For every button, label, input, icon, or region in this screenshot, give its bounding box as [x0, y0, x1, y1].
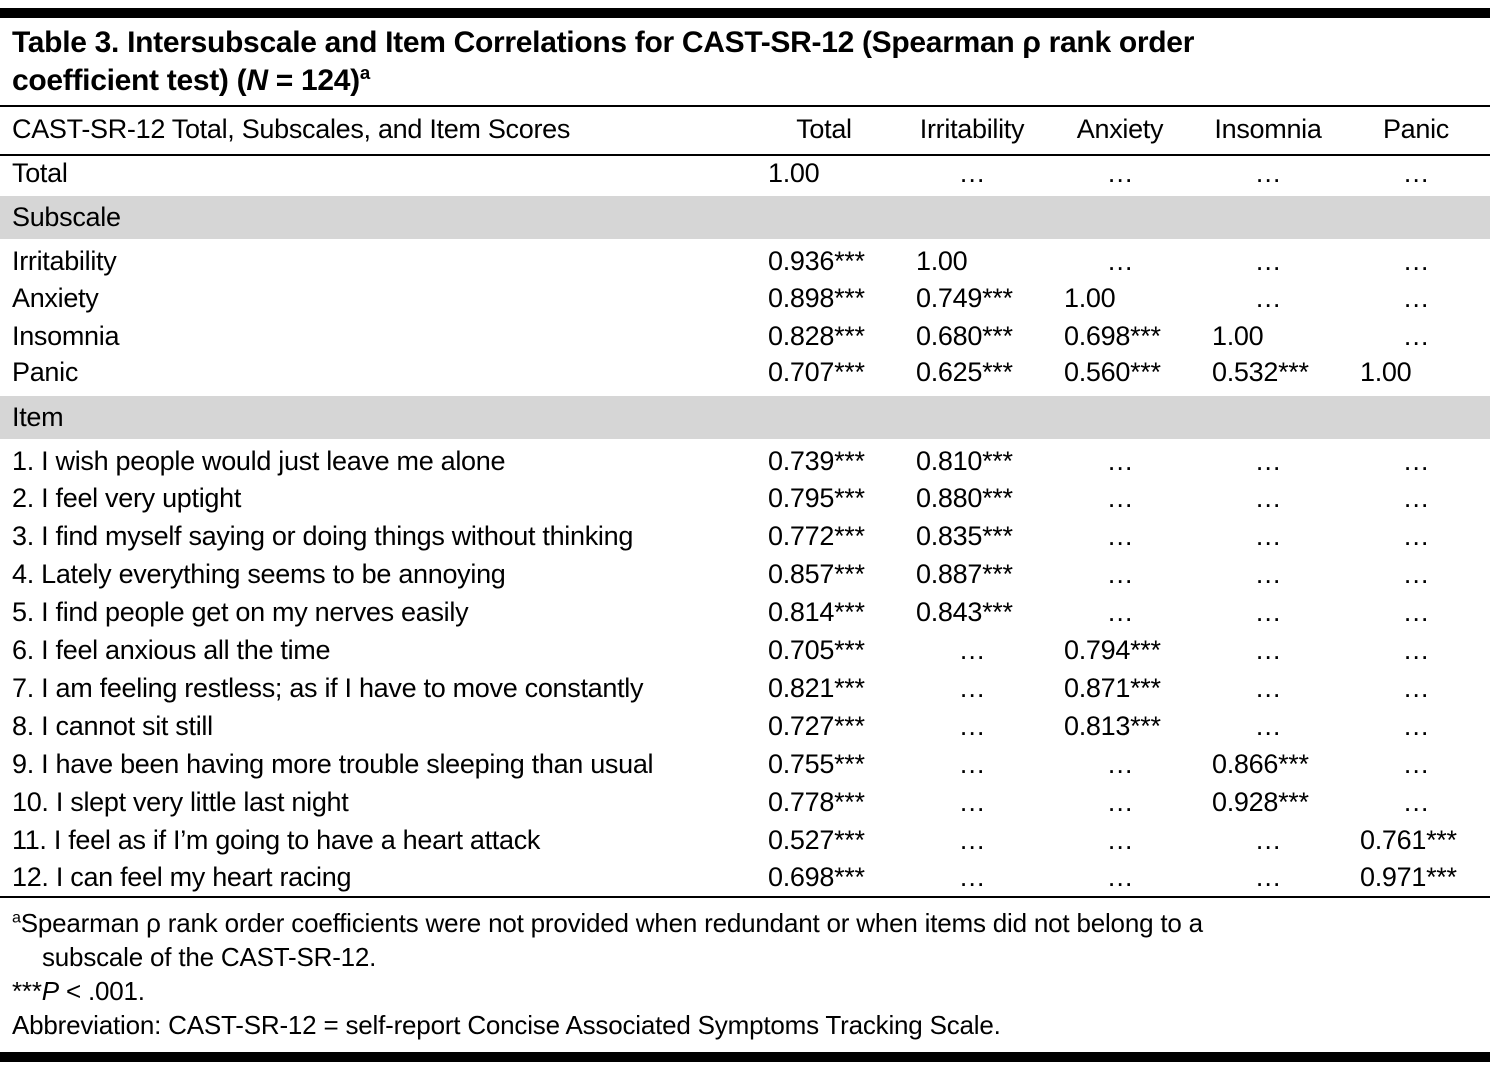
not-provided-cell: …: [1254, 245, 1282, 276]
table-row: [0, 241, 1490, 279]
table-title: [0, 18, 1490, 105]
stub-column-header: CAST-SR-12 Total, Subscales, and Item Scores: [0, 106, 750, 155]
not-provided-cell: …: [1254, 520, 1282, 551]
table-row: [0, 155, 1490, 193]
correlation-cell: 0.727***: [768, 710, 865, 741]
section-header-label: Item: [0, 393, 1490, 441]
row-label: Panic: [12, 357, 79, 388]
footnote-a-line-1: [12, 906, 1476, 940]
not-provided-cell: …: [958, 634, 986, 665]
not-provided-cell: …: [958, 862, 986, 892]
correlation-cell: 1.00: [1360, 357, 1412, 388]
not-provided-cell: …: [958, 748, 986, 779]
column-header: Insomnia: [1194, 106, 1342, 155]
not-provided-cell: …: [1402, 710, 1430, 741]
correlation-cell: 0.866***: [1212, 748, 1309, 779]
pvalue-symbol: P: [41, 976, 59, 1006]
row-label: 9. I have been having more trouble sleeping than usual: [12, 748, 654, 779]
not-provided-cell: …: [1106, 520, 1134, 551]
row-label: 3. I find myself saying or doing things without thinking: [12, 520, 634, 551]
not-provided-cell: …: [1106, 245, 1134, 276]
correlation-cell: 0.898***: [768, 282, 865, 313]
footnote-pvalue: [12, 974, 1476, 1008]
section-header-row: [0, 193, 1490, 241]
correlation-cell: 0.871***: [1064, 672, 1161, 703]
not-provided-cell: …: [1402, 445, 1430, 476]
title-line-1: [12, 24, 1476, 62]
not-provided-cell: …: [958, 672, 986, 703]
not-provided-cell: …: [1106, 445, 1134, 476]
not-provided-cell: …: [1106, 482, 1134, 513]
correlation-cell: 0.936***: [768, 245, 865, 276]
correlation-cell: 0.794***: [1064, 634, 1161, 665]
not-provided-cell: …: [958, 157, 986, 188]
title-n-symbol: N: [246, 64, 268, 97]
not-provided-cell: …: [1254, 710, 1282, 741]
correlation-cell: 0.705***: [768, 634, 865, 665]
row-label: 6. I feel anxious all the time: [12, 634, 331, 665]
not-provided-cell: …: [1254, 482, 1282, 513]
correlation-cell: 1.00: [916, 245, 968, 276]
row-label: 5. I find people get on my nerves easily: [12, 596, 469, 627]
correlation-cell: 0.857***: [768, 558, 865, 589]
not-provided-cell: …: [1254, 558, 1282, 589]
correlation-cell: 0.887***: [916, 558, 1013, 589]
column-header: Panic: [1342, 106, 1490, 155]
row-label: 10. I slept very little last night: [12, 786, 349, 817]
footnote-a-marker: a: [12, 908, 21, 927]
not-provided-cell: …: [1402, 320, 1430, 351]
correlation-cell: 0.971***: [1360, 862, 1457, 892]
correlation-cell: 0.821***: [768, 672, 865, 703]
table-row: [0, 669, 1490, 707]
row-label: 12. I can feel my heart racing: [12, 862, 352, 892]
correlation-cell: 0.755***: [768, 748, 865, 779]
table-row: [0, 441, 1490, 479]
title-line-2: [12, 62, 1476, 100]
table-body: [0, 155, 1490, 897]
table-row: [0, 745, 1490, 783]
table-row: [0, 707, 1490, 745]
not-provided-cell: …: [1402, 634, 1430, 665]
correlation-cell: 0.749***: [916, 282, 1013, 313]
bottom-rule: [0, 1052, 1490, 1062]
correlation-cell: 0.814***: [768, 596, 865, 627]
column-header: Total: [750, 106, 898, 155]
correlation-cell: 0.813***: [1064, 710, 1161, 741]
section-header-label: Subscale: [0, 193, 1490, 241]
column-header: Anxiety: [1046, 106, 1194, 155]
section-header-row: [0, 393, 1490, 441]
not-provided-cell: …: [1254, 596, 1282, 627]
table-row: [0, 593, 1490, 631]
table-header-row: [0, 106, 1490, 155]
correlation-cell: 0.625***: [916, 357, 1013, 388]
correlation-cell: 0.761***: [1360, 824, 1457, 855]
row-label: 7. I am feeling restless; as if I have to move constantly: [12, 672, 644, 703]
not-provided-cell: …: [1402, 672, 1430, 703]
not-provided-cell: …: [1254, 445, 1282, 476]
correlation-cell: 0.739***: [768, 445, 865, 476]
footnote-a: [12, 906, 1476, 974]
correlation-cell: 0.795***: [768, 482, 865, 513]
table-row: [0, 555, 1490, 593]
not-provided-cell: …: [1106, 157, 1134, 188]
table-row: [0, 279, 1490, 317]
title-footnote-marker: a: [359, 62, 370, 83]
title-text-3: = 124): [267, 64, 360, 97]
row-label: Irritability: [12, 245, 117, 276]
not-provided-cell: …: [1106, 558, 1134, 589]
correlation-cell: 0.843***: [916, 596, 1013, 627]
top-rule: [0, 8, 1490, 18]
correlation-cell: 1.00: [768, 157, 820, 188]
table-row: [0, 859, 1490, 897]
correlation-cell: 0.680***: [916, 320, 1013, 351]
pvalue-stars: ***: [12, 976, 42, 1006]
not-provided-cell: …: [1402, 245, 1430, 276]
not-provided-cell: …: [1254, 862, 1282, 892]
not-provided-cell: …: [1254, 157, 1282, 188]
not-provided-cell: …: [1106, 748, 1134, 779]
row-label: Insomnia: [12, 320, 120, 351]
row-label: 11. I feel as if I’m going to have a heart attack: [12, 824, 541, 855]
correlation-cell: 0.880***: [916, 482, 1013, 513]
not-provided-cell: …: [958, 824, 986, 855]
correlation-cell: 0.532***: [1212, 357, 1309, 388]
not-provided-cell: …: [1254, 634, 1282, 665]
column-header: Irritability: [898, 106, 1046, 155]
table-row: [0, 355, 1490, 393]
not-provided-cell: …: [958, 786, 986, 817]
not-provided-cell: …: [1254, 824, 1282, 855]
correlation-cell: 0.928***: [1212, 786, 1309, 817]
correlation-cell: 0.527***: [768, 824, 865, 855]
not-provided-cell: …: [1106, 786, 1134, 817]
not-provided-cell: …: [958, 710, 986, 741]
not-provided-cell: …: [1254, 282, 1282, 313]
not-provided-cell: …: [1402, 520, 1430, 551]
correlation-table: [0, 105, 1490, 898]
table-row: [0, 821, 1490, 859]
correlation-cell: 1.00: [1212, 320, 1264, 351]
title-text-2: coefficient test) (: [12, 64, 247, 97]
correlation-cell: 0.778***: [768, 786, 865, 817]
not-provided-cell: …: [1402, 596, 1430, 627]
not-provided-cell: …: [1402, 157, 1430, 188]
footnotes: [0, 898, 1490, 1042]
correlation-cell: 0.560***: [1064, 357, 1161, 388]
footnote-a-line-2: subscale of the CAST-SR-12.: [42, 942, 377, 972]
table-row: [0, 479, 1490, 517]
table-row: [0, 631, 1490, 669]
not-provided-cell: …: [1402, 748, 1430, 779]
correlation-cell: 0.772***: [768, 520, 865, 551]
correlation-cell: 0.835***: [916, 520, 1013, 551]
footnote-abbreviation: Abbreviation: CAST-SR-12 = self-report Concise Associated Symptoms Tracking Scale.: [12, 1010, 1001, 1040]
pvalue-rest: < .001.: [58, 976, 145, 1006]
correlation-cell: 0.698***: [1064, 320, 1161, 351]
row-label: 4. Lately everything seems to be annoying: [12, 558, 506, 589]
not-provided-cell: …: [1106, 862, 1134, 892]
not-provided-cell: …: [1106, 596, 1134, 627]
not-provided-cell: …: [1402, 558, 1430, 589]
correlation-cell: 0.707***: [768, 357, 865, 388]
row-label: 1. I wish people would just leave me alone: [12, 445, 506, 476]
row-label: Total: [12, 157, 68, 188]
row-label: 8. I cannot sit still: [12, 710, 213, 741]
not-provided-cell: …: [1106, 824, 1134, 855]
not-provided-cell: …: [1402, 482, 1430, 513]
row-label: 2. I feel very uptight: [12, 482, 242, 513]
correlation-cell: 1.00: [1064, 282, 1116, 313]
not-provided-cell: …: [1402, 282, 1430, 313]
correlation-cell: 0.828***: [768, 320, 865, 351]
not-provided-cell: …: [1402, 786, 1430, 817]
correlation-cell: 0.698***: [768, 862, 865, 892]
table-row: [0, 317, 1490, 355]
footnote-a-text-1: Spearman ρ rank order coefficients were not provided when redundant or when items did not belong to a: [20, 908, 1203, 938]
row-label: Anxiety: [12, 282, 99, 313]
correlation-cell: 0.810***: [916, 445, 1013, 476]
table-row: [0, 517, 1490, 555]
title-text-1: Table 3. Intersubscale and Item Correlations for CAST-SR-12 (Spearman ρ rank order: [12, 26, 1195, 59]
table-row: [0, 783, 1490, 821]
not-provided-cell: …: [1254, 672, 1282, 703]
